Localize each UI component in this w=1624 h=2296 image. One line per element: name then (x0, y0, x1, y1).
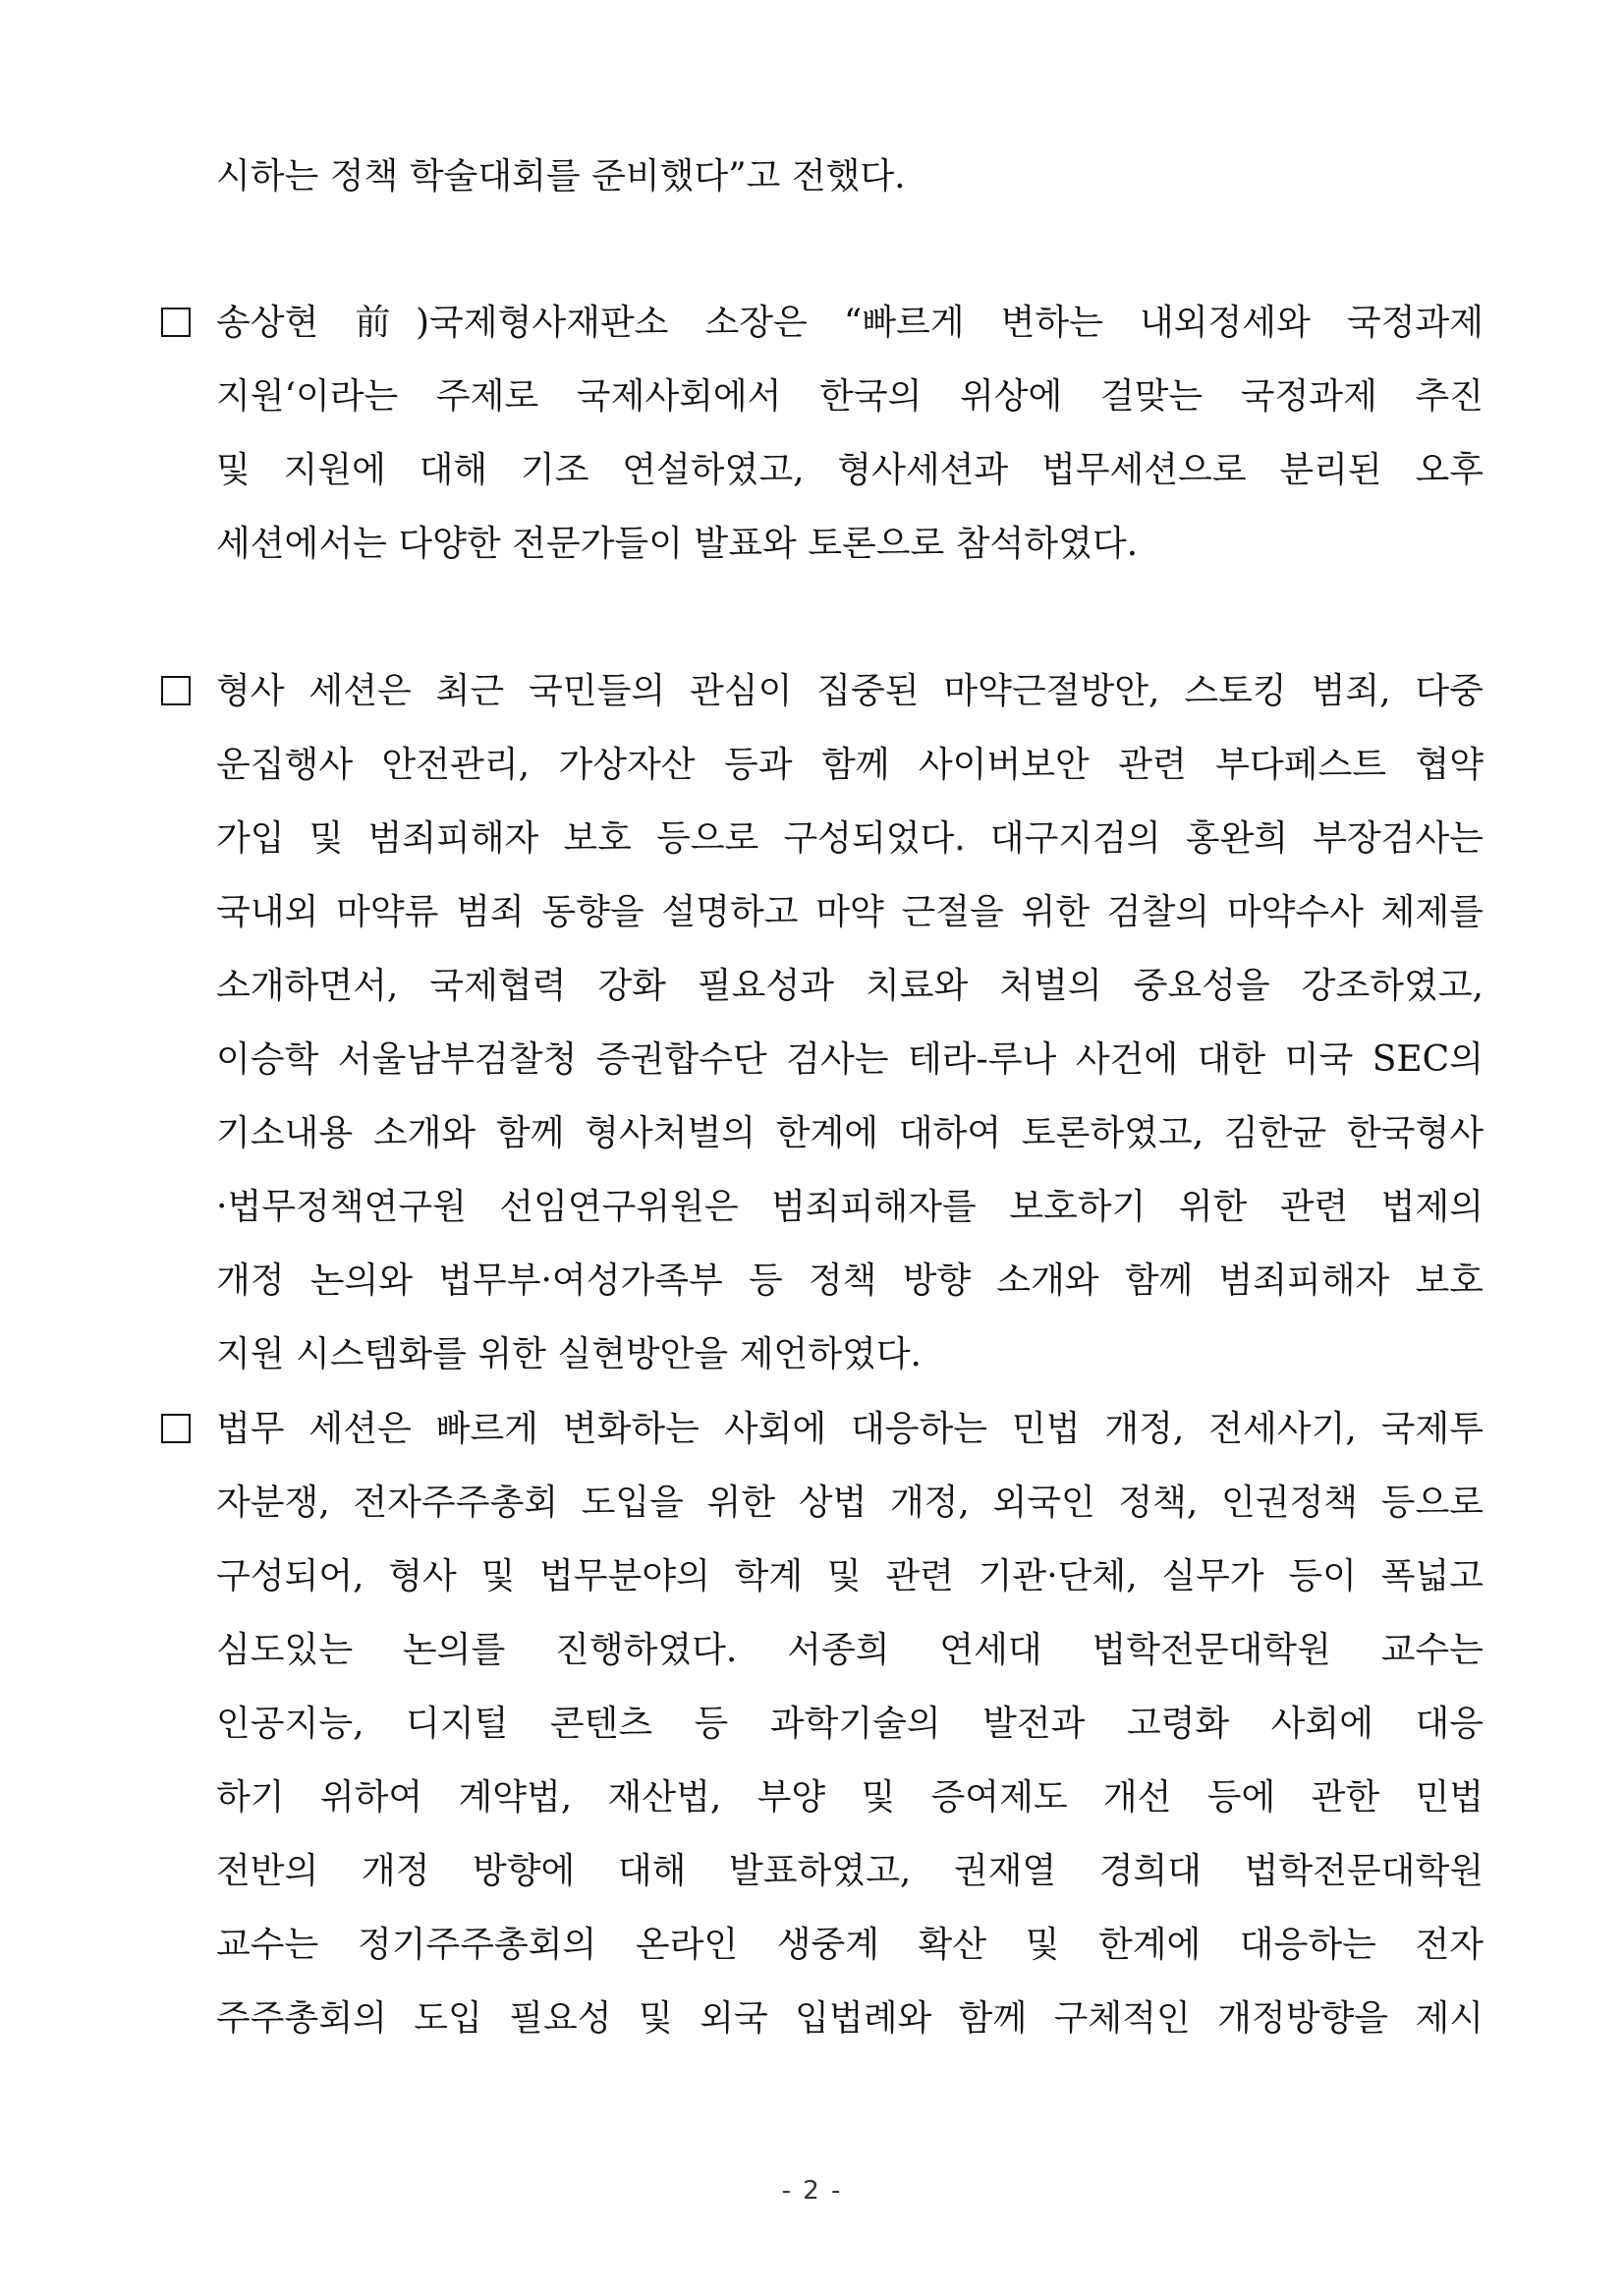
text-line: 심도있는 논의를 진행하였다. 서종희 연세대 법학전문대학원 교수는 (216, 1630, 1484, 1670)
square-bullet-icon (161, 676, 191, 705)
text-line: 인공지능, 디지털 콘텐츠 등 과학기술의 발전과 고령화 사회에 대응 (216, 1704, 1484, 1744)
paragraph-text (216, 1392, 1484, 2055)
text-line: 전반의 개정 방향에 대해 발표하였고, 권재열 경희대 법학전문대학원 (216, 1851, 1484, 1891)
text-line: 자분쟁, 전자주주총회 도입을 위한 상법 개정, 외국인 정책, 인권정책 등으로 (216, 1483, 1484, 1523)
paragraph-text (216, 286, 1484, 581)
square-bullet-icon (161, 1414, 191, 1443)
text-line: ·법무정책연구원 선임연구위원은 범죄피해자를 보호하기 위한 관련 법제의 (216, 1187, 1484, 1227)
text-line: 구성되어, 형사 및 법무분야의 학계 및 관련 기관·단체, 실무가 등이 폭넓고 (216, 1556, 1484, 1596)
text-line: 소개하면서, 국제협력 강화 필요성과 치료와 처벌의 중요성을 강조하였고, (216, 966, 1484, 1006)
text-line: 송상현 前)국제형사재판소 소장은 “빠르게 변하는 내외정세와 국정과제 (216, 303, 1484, 343)
text-line: 지원‘이라는 주제로 국제사회에서 한국의 위상에 걸맞는 국정과제 추진 (216, 376, 1484, 417)
text-line: 가입 및 범죄피해자 보호 등으로 구성되었다. 대구지검의 홍완희 부장검사는 (216, 818, 1484, 859)
text-line: 운집행사 안전관리, 가상자산 등과 함께 사이버보안 관련 부다페스트 협약 (216, 745, 1484, 785)
text-line: 하기 위하여 계약법, 재산법, 부양 및 증여제도 개선 등에 관한 민법 (216, 1777, 1484, 1818)
square-bullet-icon (161, 308, 191, 337)
text-line: 국내외 마약류 범죄 동향을 설명하고 마약 근절을 위한 검찰의 마약수사 체제를 (216, 892, 1484, 932)
continuation-line: 시하는 정책 학술대회를 준비했다”고 전했다. (216, 156, 906, 196)
page-number: - 2 - (781, 2176, 843, 2206)
text-line: 및 지원에 대해 기조 연설하였고, 형사세션과 법무세션으로 분리된 오후 (216, 450, 1484, 490)
text-line: 지원 시스템화를 위한 실현방안을 제언하였다. (216, 1334, 922, 1374)
paragraph-text (216, 654, 1484, 1391)
text-line: 주주총회의 도입 필요성 및 외국 입법례와 함께 구체적인 개정방향을 제시 (216, 1998, 1484, 2039)
text-line: 기소내용 소개와 함께 형사처벌의 한계에 대하여 토론하였고, 김한균 한국형사 (216, 1113, 1484, 1153)
text-line: 이승학 서울남부검찰청 증권합수단 검사는 테라-루나 사건에 대한 미국 SEC의 (216, 1039, 1484, 1080)
text-line: 교수는 정기주주총회의 온라인 생중계 확산 및 한계에 대응하는 전자 (216, 1925, 1484, 1965)
text-line: 세션에서는 다양한 전문가들이 발표와 토론으로 참석하였다. (216, 524, 1139, 564)
text-line: 형사 세션은 최근 국민들의 관심이 집중된 마약근절방안, 스토킹 범죄, 다중 (216, 671, 1484, 711)
text-line: 법무 세션은 빠르게 변화하는 사회에 대응하는 민법 개정, 전세사기, 국제투 (216, 1409, 1484, 1449)
text-line: 개정 논의와 법무부·여성가족부 등 정책 방향 소개와 함께 범죄피해자 보호 (216, 1260, 1484, 1301)
